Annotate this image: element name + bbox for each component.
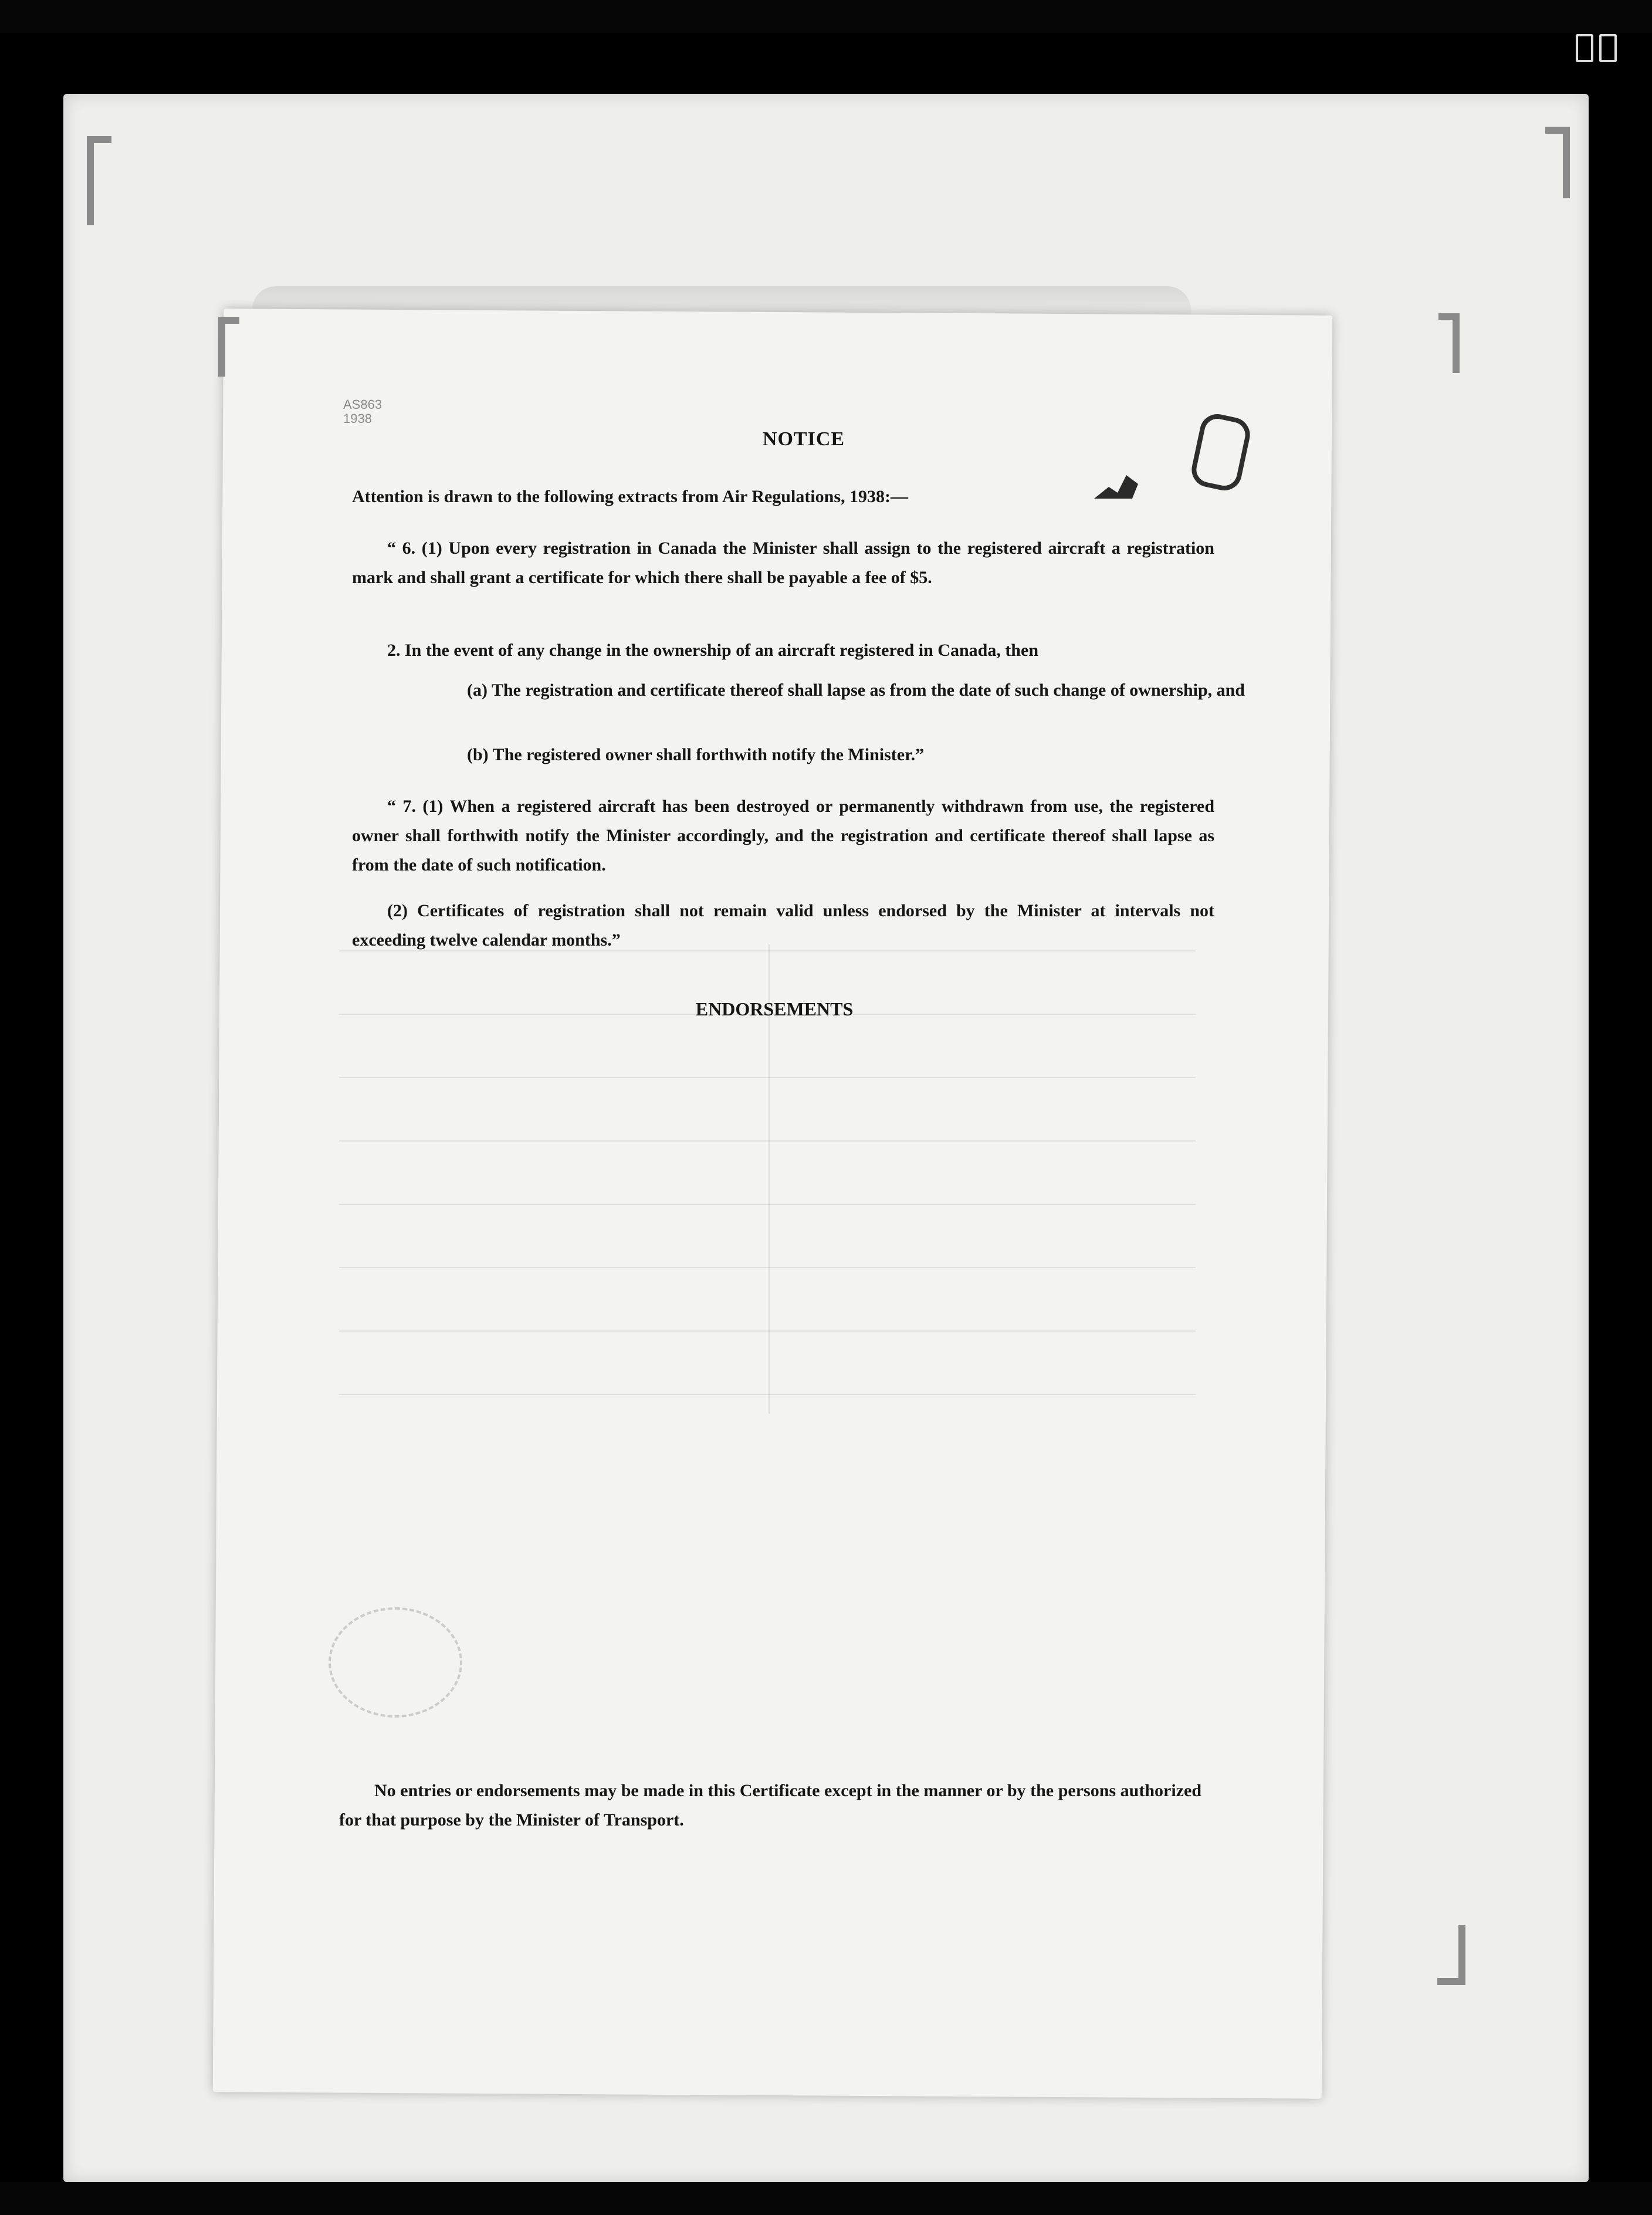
regulation-6-2-b: (b) The registered owner shall forthwith notify the Minister.” [467,745,925,764]
notice-title: NOTICE [762,428,845,450]
regulation-6-2-a: (a) The registration and certificate thereof shall lapse as from the date of such change of ownership, and [467,680,1245,700]
reference-code-text: AS863 1938 [343,397,382,426]
notice-intro: Attention is drawn to the following extracts from Air Regulations, 1938:— [352,487,908,506]
footer-notice: No entries or endorsements may be made in this Certificate except in the manner or by the persons authorized for that purpose by the Minister of Transport. [339,1781,1201,1830]
regulation-6-1: “ 6. (1) Upon every registration in Canada the Minister shall assign to the registered aircraft a registration mark and shall grant a certificate for which there shall be payable a fee of $5. [352,538,1214,587]
regulation-6-2: 2. In the event of any change in the ownership of an aircraft registered in Canada, then [387,641,1038,660]
regulation-7-1: “ 7. (1) When a registered aircraft has been destroyed or permanently withdrawn from use, the registered owner shall forthwith notify the Minister accordingly, and the registration and certificate thereof shall lapse as from the date of such notification. [352,797,1214,875]
film-edge-bottom [0,2182,1652,2215]
regulation-7-2: (2) Certificates of registration shall not remain valid unless endorsed by the Minister at intervals not exceeding twelve calendar months.” [352,901,1214,950]
endorsements-title: ENDORSEMENTS [695,998,854,1020]
